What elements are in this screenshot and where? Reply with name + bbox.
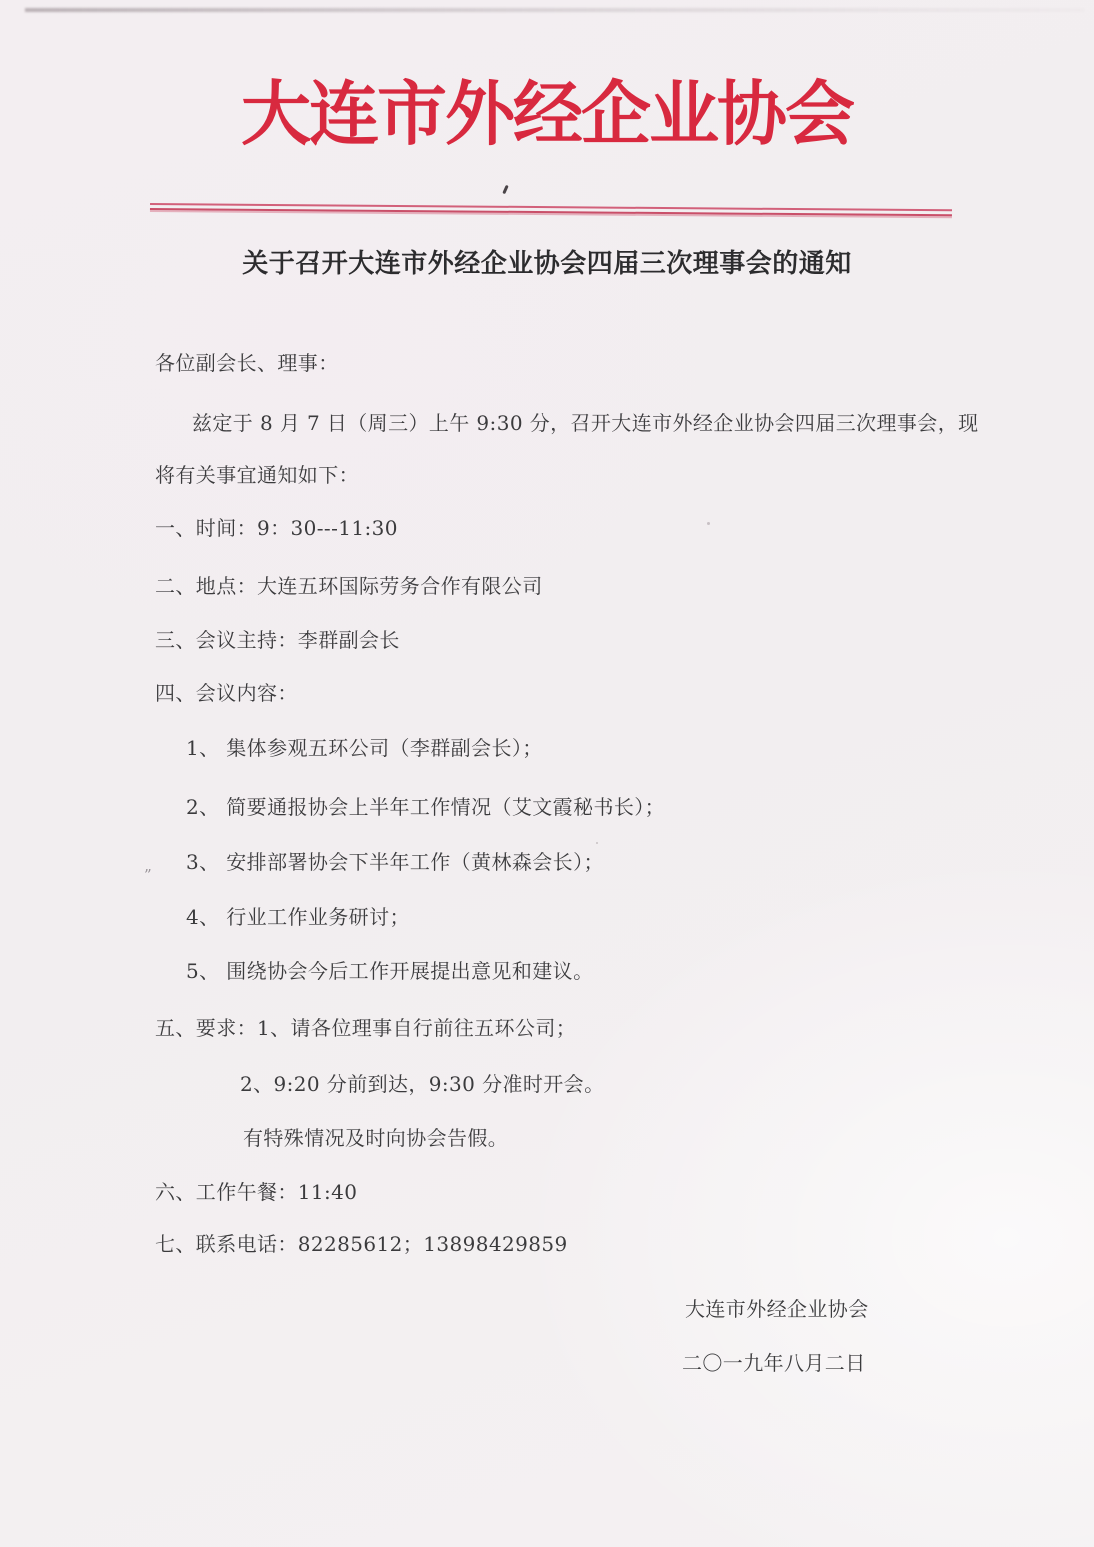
- section-contact: 七、联系电话：82285612；13898429859: [155, 1232, 568, 1256]
- section-time: 一、时间：9：30---11:30: [155, 516, 398, 540]
- section-location: 二、地点：大连五环国际劳务合作有限公司: [155, 574, 543, 598]
- section-lunch: 六、工作午餐：11:40: [155, 1180, 358, 1204]
- section-agenda-label: 四、会议内容：: [155, 681, 298, 705]
- agenda-item-2: 2、 简要通报协会上半年工作情况（艾文霞秘书长）；: [186, 795, 666, 819]
- scan-speck: [596, 842, 598, 844]
- letterhead-org-title: 大连市外经企业协会: [241, 72, 853, 155]
- requirements-line-2: 2、9:20 分前到达，9:30 分准时开会。: [240, 1072, 605, 1096]
- intro-line-1: 兹定于 8 月 7 日（周三）上午 9:30 分，召开大连市外经企业协会四届三次理事会，现: [192, 411, 979, 435]
- scan-artifact-comma: ”: [144, 866, 152, 884]
- agenda-item-5: 5、 围绕协会今后工作开展提出意见和建议。: [186, 959, 594, 983]
- scan-edge-shadow: [25, 8, 1085, 12]
- signature-date: 二〇一九年八月二日: [682, 1351, 866, 1375]
- requirements-line-3: 有特殊情况及时向协会告假。: [243, 1126, 509, 1150]
- requirements-line-1: 五、要求：1、请各位理事自行前往五环公司；: [155, 1016, 577, 1040]
- letterhead-divider-line: [150, 203, 952, 216]
- scan-speck: [707, 522, 710, 525]
- intro-line-2: 将有关事宜通知如下：: [155, 463, 359, 487]
- scan-artifact-tick: [502, 185, 508, 194]
- salutation-line: 各位副会长、理事：: [155, 351, 339, 375]
- agenda-item-4: 4、 行业工作业务研讨；: [186, 905, 410, 929]
- agenda-item-3: 3、 安排部署协会下半年工作（黄林森会长）；: [186, 850, 604, 874]
- agenda-item-1: 1、 集体参观五环公司（李群副会长）；: [186, 736, 543, 760]
- signature-org: 大连市外经企业协会: [685, 1297, 869, 1321]
- section-host: 三、会议主持：李群副会长: [155, 628, 400, 652]
- notice-title: 关于召开大连市外经企业协会四届三次理事会的通知: [242, 249, 852, 279]
